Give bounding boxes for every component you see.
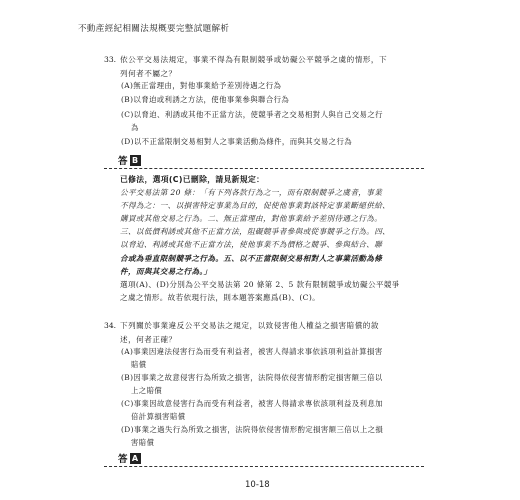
question-34-option-a-line: 賠償 xyxy=(131,359,147,369)
question-34-number: 34. xyxy=(104,321,117,330)
question-33-option-a: (A)無正當理由，對他事業給予差別待遇之行為 xyxy=(121,81,282,90)
answer-divider xyxy=(104,466,424,467)
explanation-33 xyxy=(120,173,423,304)
question-34-stem-line: 述，何者正確？ xyxy=(120,334,177,344)
explanation-line: 之虞之情形。故若依現行法，則本題答案應爲(B)、(C)。 xyxy=(120,292,321,302)
question-34-option-a-line: (A)事業因違法侵害行為而受有利益者，被害人得請求事依該項利益計算損害 xyxy=(121,347,383,356)
question-34-option-c-line: (C)事業因故意侵害行為而受有利益者，被害人得請求專依該項利益及利息加 xyxy=(121,399,383,408)
question-34-option-c xyxy=(121,398,424,423)
question-34-option-d-line: 害賠償 xyxy=(131,437,155,447)
answer-label: 答 xyxy=(118,454,128,465)
question-34-option-a xyxy=(121,346,424,371)
question-34-stem-line: 下列關於事業違反公平交易法之規定，以致侵害他人權益之損害賠償的敘 xyxy=(120,321,379,330)
running-header: 不動產經紀相關法規概要完整試題解析 xyxy=(78,24,230,34)
question-34-option-b-line: 上之賠償 xyxy=(131,385,163,395)
question-33-number: 33. xyxy=(104,55,117,64)
answer-letter-badge: B xyxy=(130,155,141,166)
explanation-line: 不得為之：一、以損害特定事業為目的，促使他事業對該特定事業斷絕供給、 xyxy=(120,201,391,211)
question-33-option-d: (D)以不正當限制交易相對人之事業活動為條件，而與其交易之行為 xyxy=(121,137,353,146)
answer-33 xyxy=(118,153,141,167)
answer-divider xyxy=(104,168,424,169)
question-34-stem xyxy=(120,319,425,346)
question-33-option-c xyxy=(121,109,424,134)
explanation-line: 以脅迫、利誘或其他不正當方法，使他事業不為價格之競爭、參與結合、聯 xyxy=(120,240,383,250)
answer-letter-badge: A xyxy=(130,453,141,464)
question-34-option-d xyxy=(121,424,424,449)
question-34-option-d-line: (D)事業之過失行為所致之損害，法院得依侵害情形酌定損害額三倍以上之損 xyxy=(121,425,384,434)
explanation-line: 公平交易法第 20 條：「有下列各款行為之一，而有限制競爭之虞者，事業 xyxy=(120,188,383,198)
explanation-lead: 已修法，選項(C)已刪除，請見新規定： xyxy=(120,175,265,184)
page-number: 10-18 xyxy=(245,480,270,490)
question-33-stem-line: 列何者不屬之？ xyxy=(120,68,177,78)
explanation-line: 合或為垂直限制競爭之行為。五、以不正當限制交易相對人之事業活動為條 xyxy=(120,253,383,263)
question-34-option-c-line: 倍計算損害賠償 xyxy=(131,411,186,421)
question-33-option-b: (B)以脅迫或利誘之方法，使他事業參與聯合行為 xyxy=(121,95,290,104)
explanation-line: 選項(A)、(D)分別為公平交易法第 20 條第 2、5 款有限制競爭或妨礙公平競爭 xyxy=(120,279,400,289)
answer-label: 答 xyxy=(118,156,128,167)
question-33-option-c-line: (C)以脅迫、利誘或其他不正當方法，使競爭者之交易相對人與自己交易之行 xyxy=(121,110,383,119)
question-34-option-b-line: (B)因事業之故意侵害行為所致之損害，法院得依侵害情形酌定損害額三倍以 xyxy=(121,373,383,382)
question-33-stem xyxy=(120,53,425,80)
explanation-line: 三、以低價利誘或其他不正當方法，阻礙競爭者參與或從事競爭之行為。四、 xyxy=(120,227,391,237)
explanation-line: 購買或其他交易之行為。二、無正當理由，對他事業給予差別待遇之行為。 xyxy=(120,214,383,224)
question-33-stem-line: 依公平交易法規定，事業不得為有限制競爭或妨礙公平競爭之虞的情形，下 xyxy=(120,55,388,64)
question-33-option-c-line: 為 xyxy=(131,122,139,132)
explanation-line: 件，而與其交易之行為。」 xyxy=(120,266,212,276)
question-34-option-b xyxy=(121,372,424,397)
answer-34 xyxy=(118,451,141,465)
